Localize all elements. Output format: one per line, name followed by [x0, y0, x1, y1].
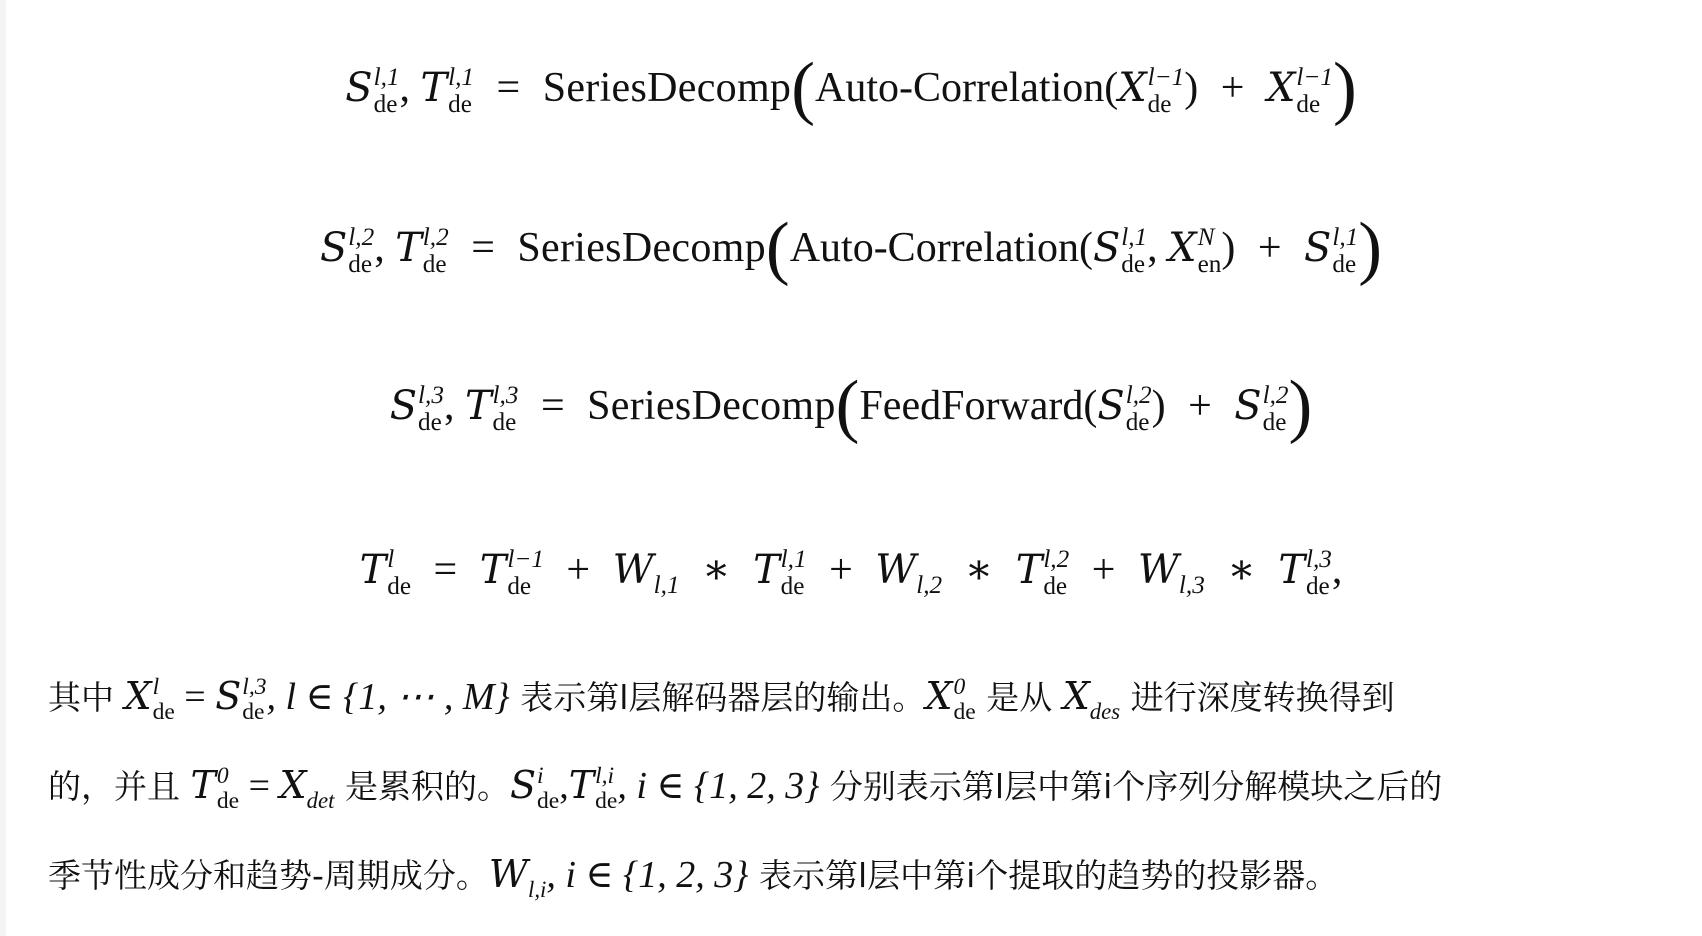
math-symbol: T [1278, 547, 1305, 593]
inline-math [925, 673, 976, 726]
equals-sign: = [471, 225, 495, 271]
superscript: l,1 [1121, 224, 1148, 252]
equation-1: S l,1 de , T l,1 de = SeriesDecomp(Auto-Correlation(X l−1 de ) + X l−1 de ) [345, 48, 1357, 127]
text-run: 其中 [48, 678, 114, 717]
math-symbol: T [420, 65, 448, 111]
math-symbol: T [395, 225, 422, 271]
subscript: de [373, 91, 398, 119]
superscript: l,3 [242, 673, 267, 700]
superscript: 0 [216, 762, 229, 789]
subscript: de [1262, 409, 1287, 437]
inline-math [509, 762, 820, 815]
equals-sign: = [184, 676, 206, 718]
inner-function: Auto-Correlation( [789, 225, 1093, 271]
paragraph-line-3 [48, 830, 1678, 919]
math-symbol: S [215, 674, 242, 718]
subscript: det [306, 788, 335, 813]
subscript: de [1332, 251, 1357, 279]
function-name: SeriesDecomp [517, 225, 766, 271]
set-expression: , i ∈ {1, 2, 3} [546, 854, 749, 896]
math-symbol: T [1015, 547, 1043, 593]
math-symbol: X [1118, 65, 1147, 111]
text-run: 分别表示第l层中第i个序列分解模块之后的 [829, 767, 1443, 806]
subscript: de [1147, 91, 1172, 119]
math-symbol: X [1266, 65, 1296, 111]
paragraph-line-1 [48, 652, 1678, 741]
subscript: de [1043, 573, 1068, 601]
superscript: l,1 [448, 64, 474, 92]
big-paren-close: ) [1358, 208, 1383, 287]
subscript: l,i [527, 877, 547, 902]
math-symbol: S [1092, 225, 1121, 271]
superscript: l,3 [492, 382, 519, 410]
subscript: de [1305, 573, 1330, 601]
subscript: en [1197, 251, 1222, 279]
equals-sign: = [496, 65, 521, 111]
text-run: 是累积的。 [344, 767, 510, 806]
math-symbol: W [1137, 547, 1179, 593]
math-symbol: W [875, 547, 917, 593]
paragraph-line-2 [48, 741, 1678, 830]
subscript: de [595, 788, 618, 815]
math-symbol: S [389, 383, 418, 429]
subscript: de [507, 573, 532, 601]
subscript: de [1121, 251, 1146, 279]
superscript: N [1197, 224, 1215, 252]
math-symbol: S [1304, 225, 1332, 271]
subscript: de [953, 699, 976, 726]
subscript: l,2 [916, 572, 943, 599]
comma: , [559, 765, 569, 807]
inline-math [1062, 674, 1121, 724]
text-run: 季节性成分和趋势-周期成分。 [48, 856, 489, 895]
subscript: l,3 [1178, 572, 1205, 599]
big-paren-close: ) [1332, 48, 1357, 127]
inline-math [124, 673, 510, 726]
big-paren-open: ( [765, 208, 790, 287]
math-symbol: X [925, 674, 953, 718]
text-run: 进行深度转换得到 [1130, 678, 1395, 717]
superscript: l,1 [780, 546, 807, 574]
equation-4 [0, 540, 1702, 616]
comma: , [1147, 225, 1158, 271]
subscript: de [418, 409, 442, 437]
superscript: l,2 [348, 224, 375, 252]
inner-function: FeedForward( [859, 383, 1098, 429]
superscript: l [387, 546, 395, 574]
text-run: 表示第l层中第i个提取的趋势的投影器。 [758, 856, 1339, 895]
function-name: SeriesDecomp [587, 383, 836, 429]
plus-sign: + [1091, 547, 1116, 593]
math-symbol: S [509, 763, 536, 807]
plus-sign: + [1188, 383, 1212, 429]
superscript: l,2 [422, 224, 449, 252]
equals-sign: = [433, 547, 458, 593]
star-operator: ∗ [964, 547, 994, 593]
inner-function: Auto-Correlation( [815, 65, 1119, 111]
math-symbol: T [359, 547, 387, 593]
equation-3: S l,3 de , T l,3 de = SeriesDecomp(FeedForward(S l,2 de ) + S l,2 de ) [389, 366, 1313, 445]
math-symbol: T [479, 547, 507, 593]
math-symbol: S [319, 225, 348, 271]
superscript: l,1 [373, 64, 400, 92]
set-expression: , i ∈ {1, 2, 3} [617, 765, 820, 807]
math-symbol: S [1097, 383, 1125, 429]
superscript: l,3 [1305, 546, 1332, 574]
subscript: de [1125, 409, 1150, 437]
superscript: l,2 [1043, 546, 1070, 574]
math-symbol: T [464, 383, 492, 429]
superscript: l,2 [1262, 382, 1289, 410]
superscript: l−1 [507, 546, 544, 574]
subscript: de [780, 573, 805, 601]
math-symbol: T [568, 763, 595, 807]
superscript: l,i [595, 762, 615, 789]
big-paren-open: ( [835, 366, 860, 445]
subscript: de [152, 699, 175, 726]
text-run: 表示第l层解码器层的输出。 [520, 678, 926, 717]
text-run: 是从 [986, 678, 1053, 717]
star-operator: ∗ [702, 547, 731, 593]
subscript: de [242, 699, 265, 726]
subscript: de [537, 788, 560, 815]
superscript: l−1 [1296, 64, 1333, 92]
subscript: l,1 [653, 572, 680, 599]
subscript: de [348, 251, 373, 279]
superscript: l,1 [1332, 224, 1359, 252]
subscript: de [1296, 91, 1321, 119]
superscript: l−1 [1147, 64, 1185, 92]
superscript: l,2 [1125, 382, 1152, 410]
math-symbol: X [279, 763, 307, 807]
math-symbol: X [124, 674, 152, 718]
equals-sign: = [248, 765, 271, 807]
plus-sign: + [1257, 225, 1282, 271]
plus-sign: + [829, 547, 853, 593]
subscript: de [422, 251, 447, 279]
inline-math [190, 762, 335, 815]
equals-sign: = [540, 383, 565, 429]
math-symbol: W [612, 547, 654, 593]
math-symbol: S [1234, 383, 1262, 429]
subscript: de [492, 409, 517, 437]
text-run: 的，并且 [48, 767, 180, 806]
big-paren-open: ( [791, 48, 815, 127]
superscript: l,3 [418, 382, 444, 410]
subscript: de [448, 91, 472, 119]
subscript: de [387, 573, 412, 601]
plus-sign: + [1220, 65, 1245, 111]
subscript: de [216, 788, 240, 815]
superscript: l [152, 673, 160, 700]
plus-sign: + [566, 547, 591, 593]
equation-2: S l,2 de , T l,2 de = SeriesDecomp(Auto-Correlation(S l,1 de , X N en ) + S l,1 de ) [319, 208, 1383, 287]
paren-close: ) [1184, 65, 1199, 111]
explanation-paragraph [48, 652, 1678, 919]
superscript: 0 [953, 673, 966, 700]
left-margin-rule [0, 0, 6, 936]
subscript: des [1089, 699, 1121, 724]
comma: , [1331, 547, 1343, 593]
inline-math [488, 852, 749, 902]
math-symbol: T [190, 763, 216, 807]
math-symbol: W [488, 852, 528, 896]
star-operator: ∗ [1227, 547, 1256, 593]
set-expression: , l ∈ {1, ⋯ , M} [266, 676, 510, 718]
big-paren-close: ) [1288, 366, 1313, 445]
math-symbol: X [1062, 674, 1090, 718]
function-name: SeriesDecomp [542, 65, 792, 111]
paren-close: ) [1151, 383, 1166, 429]
math-symbol: T [753, 547, 780, 593]
math-symbol: X [1168, 225, 1197, 271]
superscript: i [537, 762, 544, 789]
math-symbol: S [345, 65, 373, 111]
paren-close: ) [1221, 225, 1236, 271]
